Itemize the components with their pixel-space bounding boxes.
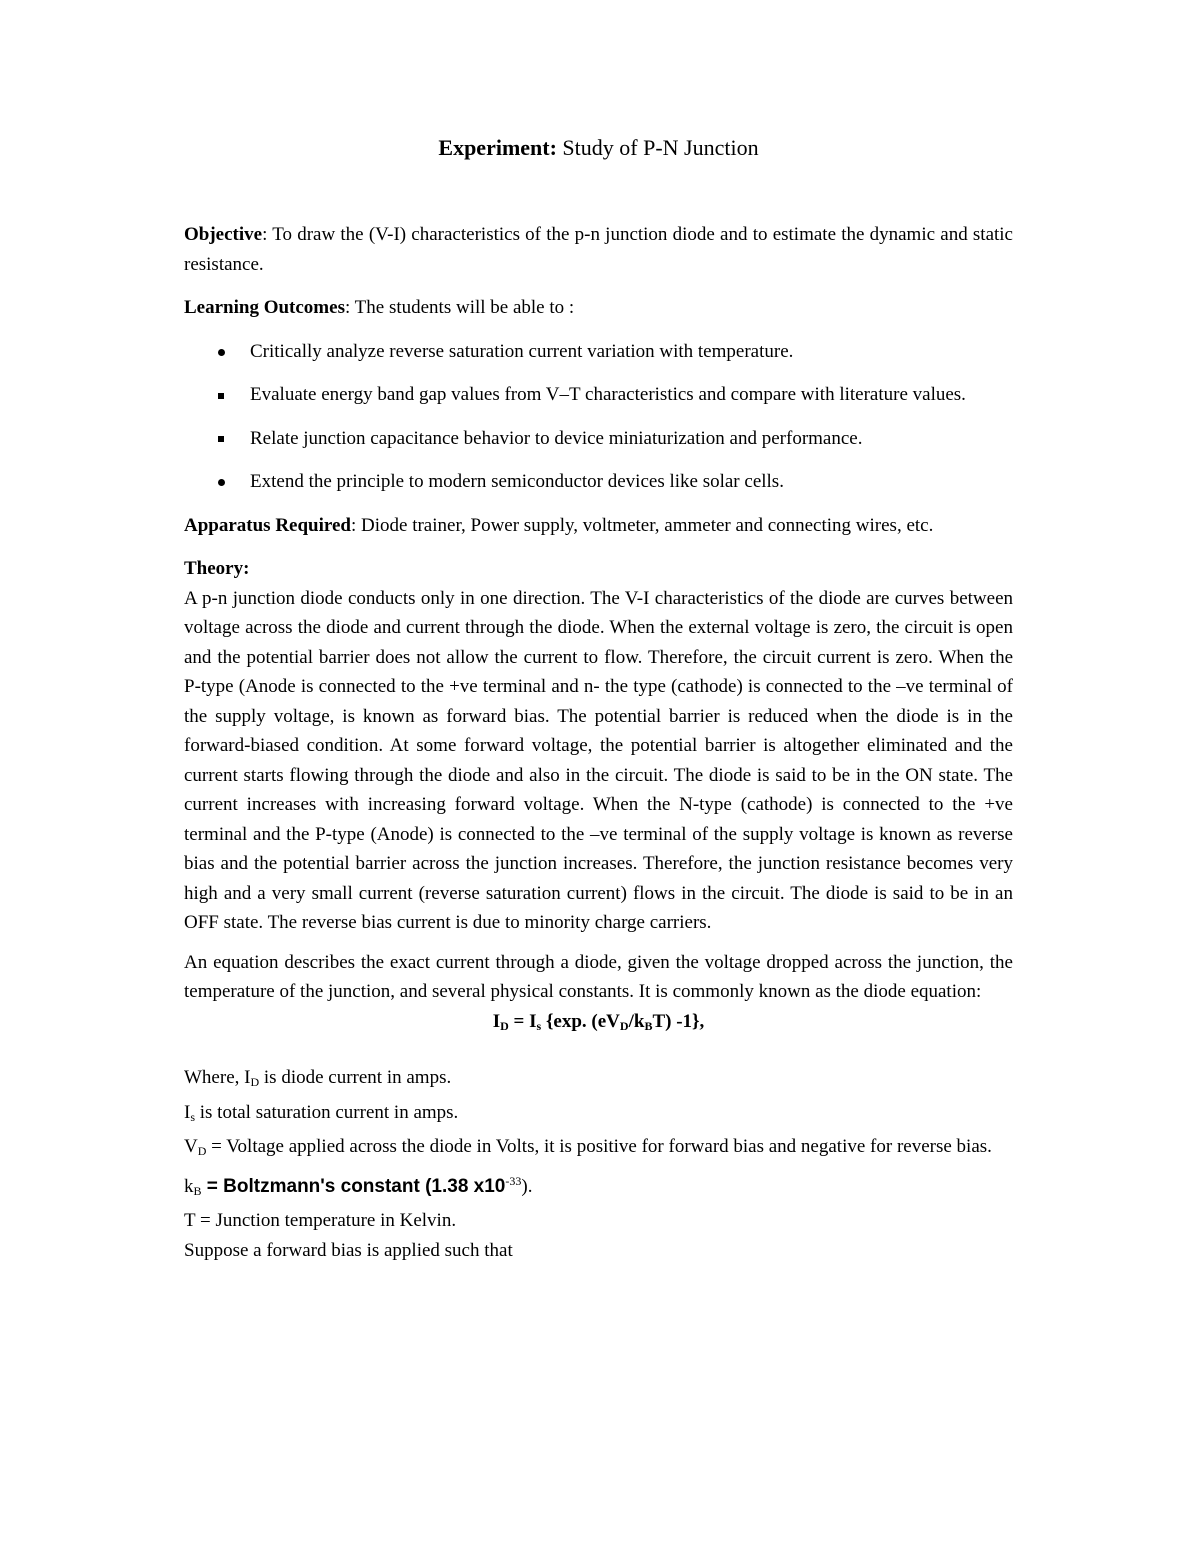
page-title	[184, 128, 1013, 168]
definition-vd: $V_D$ = Voltage applied across the diode in Volts, it is positive for forward bias and negative for reverse bias.	[184, 1136, 992, 1158]
list-item	[184, 380, 1013, 410]
list-item	[184, 424, 1013, 454]
list-item-text: Critically analyze reverse saturation current variation with temperature.	[250, 340, 794, 362]
theory-heading: Theory:	[184, 558, 250, 579]
list-item	[184, 467, 1013, 497]
learning-outcomes-label: Learning Outcomes	[184, 297, 345, 318]
definition-kb: $k_B$ = Boltzmann's constant (1.38 $x10^{-33}$).	[184, 1173, 533, 1198]
apparatus-label: Apparatus Required	[184, 514, 351, 536]
list-item	[184, 337, 1013, 367]
list-item-text: Extend the principle to modern semiconductor devices like solar cells.	[250, 471, 784, 492]
list-item-text: Relate junction capacitance behavior to device miniaturization and performance.	[250, 427, 863, 449]
definition-id: Where, $I_D$ is diode current in amps.	[184, 1067, 452, 1089]
closing-line: Suppose a forward bias is applied such that	[184, 1239, 513, 1261]
learning-outcomes-text: : The students will be able to :	[344, 297, 575, 318]
apparatus-paragraph	[184, 511, 1013, 541]
title-rest: Study of P-N Junction	[556, 135, 759, 160]
title-bold: Experiment:	[438, 135, 557, 160]
list-item-text: Evaluate energy band gap values from V–T characteristics and compare with literature values.	[250, 384, 966, 405]
bullet-dot-icon	[214, 337, 228, 367]
bullet-square-icon	[214, 424, 228, 454]
learning-outcomes-heading	[184, 293, 1013, 323]
theory-paragraph: A p-n junction diode conducts only in one direction. The V-I characteristics of the diode are curves between voltage across the diode and current through the diode. When the external voltage is zero, the circuit is open and the potential barrier does not allow the current to flow. Therefore, the circuit current is zero. When the P-type (Anode is connected to the +ve terminal and n- the type (cathode) is connected to the –ve terminal of the supply voltage, is known as forward bias. The potential barrier is reduced when the diode is in the forward-biased condition. At some forward voltage, the potential barrier is altogether eliminated and the current starts flowing through the diode and also in the circuit. The diode is said to be in the ON state. The current increases with increasing forward voltage. When the N-type (cathode) is connected to the +ve terminal and the P-type (Anode) is connected to the –ve terminal of the supply voltage is known as reverse bias and the potential barrier across the junction increases. Therefore, the junction resistance becomes very high and a very small current (reverse saturation current) flows in the circuit. The diode is said to be in an OFF state. The reverse bias current is due to minority charge carriers.	[184, 587, 1013, 933]
learning-outcomes-list	[184, 337, 1013, 497]
objective-label: Objective	[184, 224, 263, 245]
bullet-dot-icon	[214, 467, 228, 497]
objective-text: : To draw the (V-I) characteristics of the p-n junction diode and to estimate the dynamic and static resistance.	[184, 224, 1013, 275]
bullet-square-icon	[214, 380, 228, 410]
definition-t: T = Junction temperature in Kelvin.	[184, 1210, 457, 1231]
apparatus-text: : Diode trainer, Power supply, voltmeter, ammeter and connecting wires, etc.	[350, 514, 934, 536]
document-page	[184, 128, 1013, 1265]
definition-is: $I_s$ is total saturation current in amps.	[184, 1101, 459, 1124]
objective-paragraph	[184, 220, 1013, 279]
diode-equation: $I_D = I_s$ {exp. $(eV_D/k_BT)$ -1},	[492, 1010, 705, 1033]
equation-intro: An equation describes the exact current through a diode, given the voltage dropped across the junction, the temperature of the junction, and several physical constants. It is commonly known as the diode equation:	[184, 951, 1013, 1002]
